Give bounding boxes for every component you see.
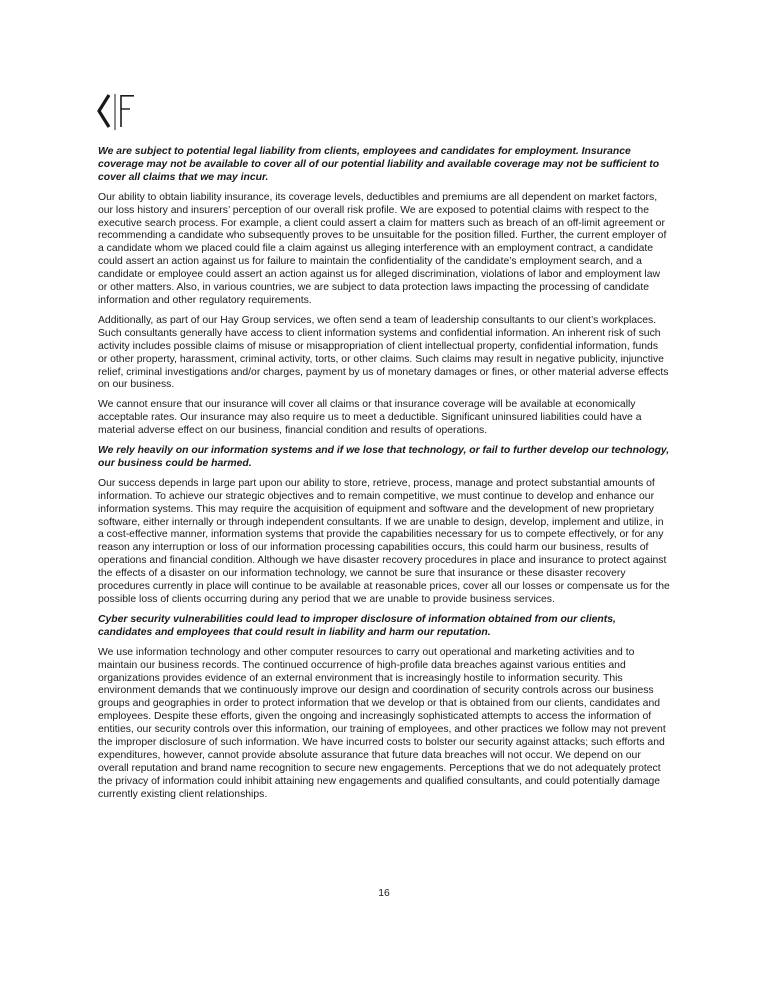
section-heading-legal-liability: We are subject to potential legal liability from clients, employees and candidates for employment. Insurance coverage may not be available to cover all of our potential liability and available coverage may not be sufficient to cover all claims that we may incur.	[98, 146, 660, 183]
document-body	[98, 146, 670, 809]
paragraph-insurance-coverage: We cannot ensure that our insurance will cover all claims or that insurance coverage will be available at economically acceptable rates. Our insurance may also require us to meet a deductible. Significant uninsured liabilities could have a material adverse effect on our business, financial condition and results of operations.	[98, 399, 642, 437]
paragraph-cyber-security: We use information technology and other computer resources to carry out operational and marketing activities and to maintain our business records. The continued occurrence of high-profile data breaches against various entities and organizations provides evidence of an external environment that is increasingly hostile to information security. This environment demands that we continuously improve our design and coordination of security controls across our business groups and geographies in order to protect information that we develop or that is obtained from our clients, candidates and employees. Despite these efforts, given the ongoing and increasingly sophisticated attempts to access the information of entities, our security controls over this information, our training of employees, and other practices we follow may not prevent the improper disclosure of such information. We have incurred costs to bolster our security against attacks; such efforts and expenditures, however, cannot provide absolute assurance that future data breaches will not occur. We depend on our overall reputation and brand name recognition to secure new engagements. Perceptions that we do not adequately protect the privacy of information could inhibit attaining new engagements and qualified consultants, and could potentially damage currently existing client relationships.	[98, 646, 666, 800]
paragraph-hay-group-services: Additionally, as part of our Hay Group services, we often send a team of leadership consultants to our client’s workplaces. Such consultants generally have access to client information systems and confidential information. An inherent risk of such activity includes possible claims of misuse or misappropriation of client intellectual property, confidential information, funds or other property, harassment, criminal activity, torts, or other claims. Such claims may result in negative publicity, injunctive relief, criminal investigations and/or charges, payment by us of monetary damages or fines, or other material adverse effects on our business.	[98, 314, 669, 391]
kf-logo-icon	[96, 92, 144, 132]
section-heading-information-systems: We rely heavily on our information systems and if we lose that technology, or fail to further develop our technology, our business could be harmed.	[98, 445, 670, 469]
paragraph-liability-insurance: Our ability to obtain liability insurance, its coverage levels, deductibles and premiums are all dependent on market factors, our loss history and insurers’ perception of our overall risk profile. We are exposed to potential claims with respect to the executive search process. For example, a client could assert a claim for matters such as breach of an off-limit agreement or recommending a candidate who subsequently proves to be unsuitable for the position filled. Further, the current employer of a candidate whom we placed could file a claim against us alleging interference with an employment contract, a candidate could assert an action against us for failure to maintain the confidentiality of the candidate’s employment search, and a candidate or employee could assert an action against us for alleged discrimination, violations of labor and employment law or other matters. Also, in various countries, we are subject to data protection laws impacting the processing of candidate information and other regulatory requirements.	[98, 191, 667, 306]
section-heading-cyber-security: Cyber security vulnerabilities could lead to improper disclosure of information obtained from our clients, candidates and employees that could result in liability and harm our reputation.	[98, 613, 616, 638]
page-number: 16	[378, 888, 390, 899]
paragraph-information-systems: Our success depends in large part upon our ability to store, retrieve, process, manage and protect substantial amounts of information. To achieve our strategic objectives and to remain competitive, we must continue to develop and enhance our information systems. This may require the acquisition of equipment and software and the development of new proprietary software, either internally or through independent consultants. If we are unable to design, develop, implement and utilize, in a cost-effective manner, information systems that provide the capabilities necessary for us to compete effectively, or for any reason any interruption or loss of our information processing capabilities occurs, this could harm our business, results of operations and financial condition. Although we have disaster recovery procedures in place and insurance to protect against the effects of a disaster on our information technology, we cannot be sure that insurance or these disaster recovery procedures currently in place will continue to be available at reasonable prices, cover all our losses or compensate us for the possible loss of clients occurring during any period that we are unable to provide business services.	[98, 477, 670, 605]
